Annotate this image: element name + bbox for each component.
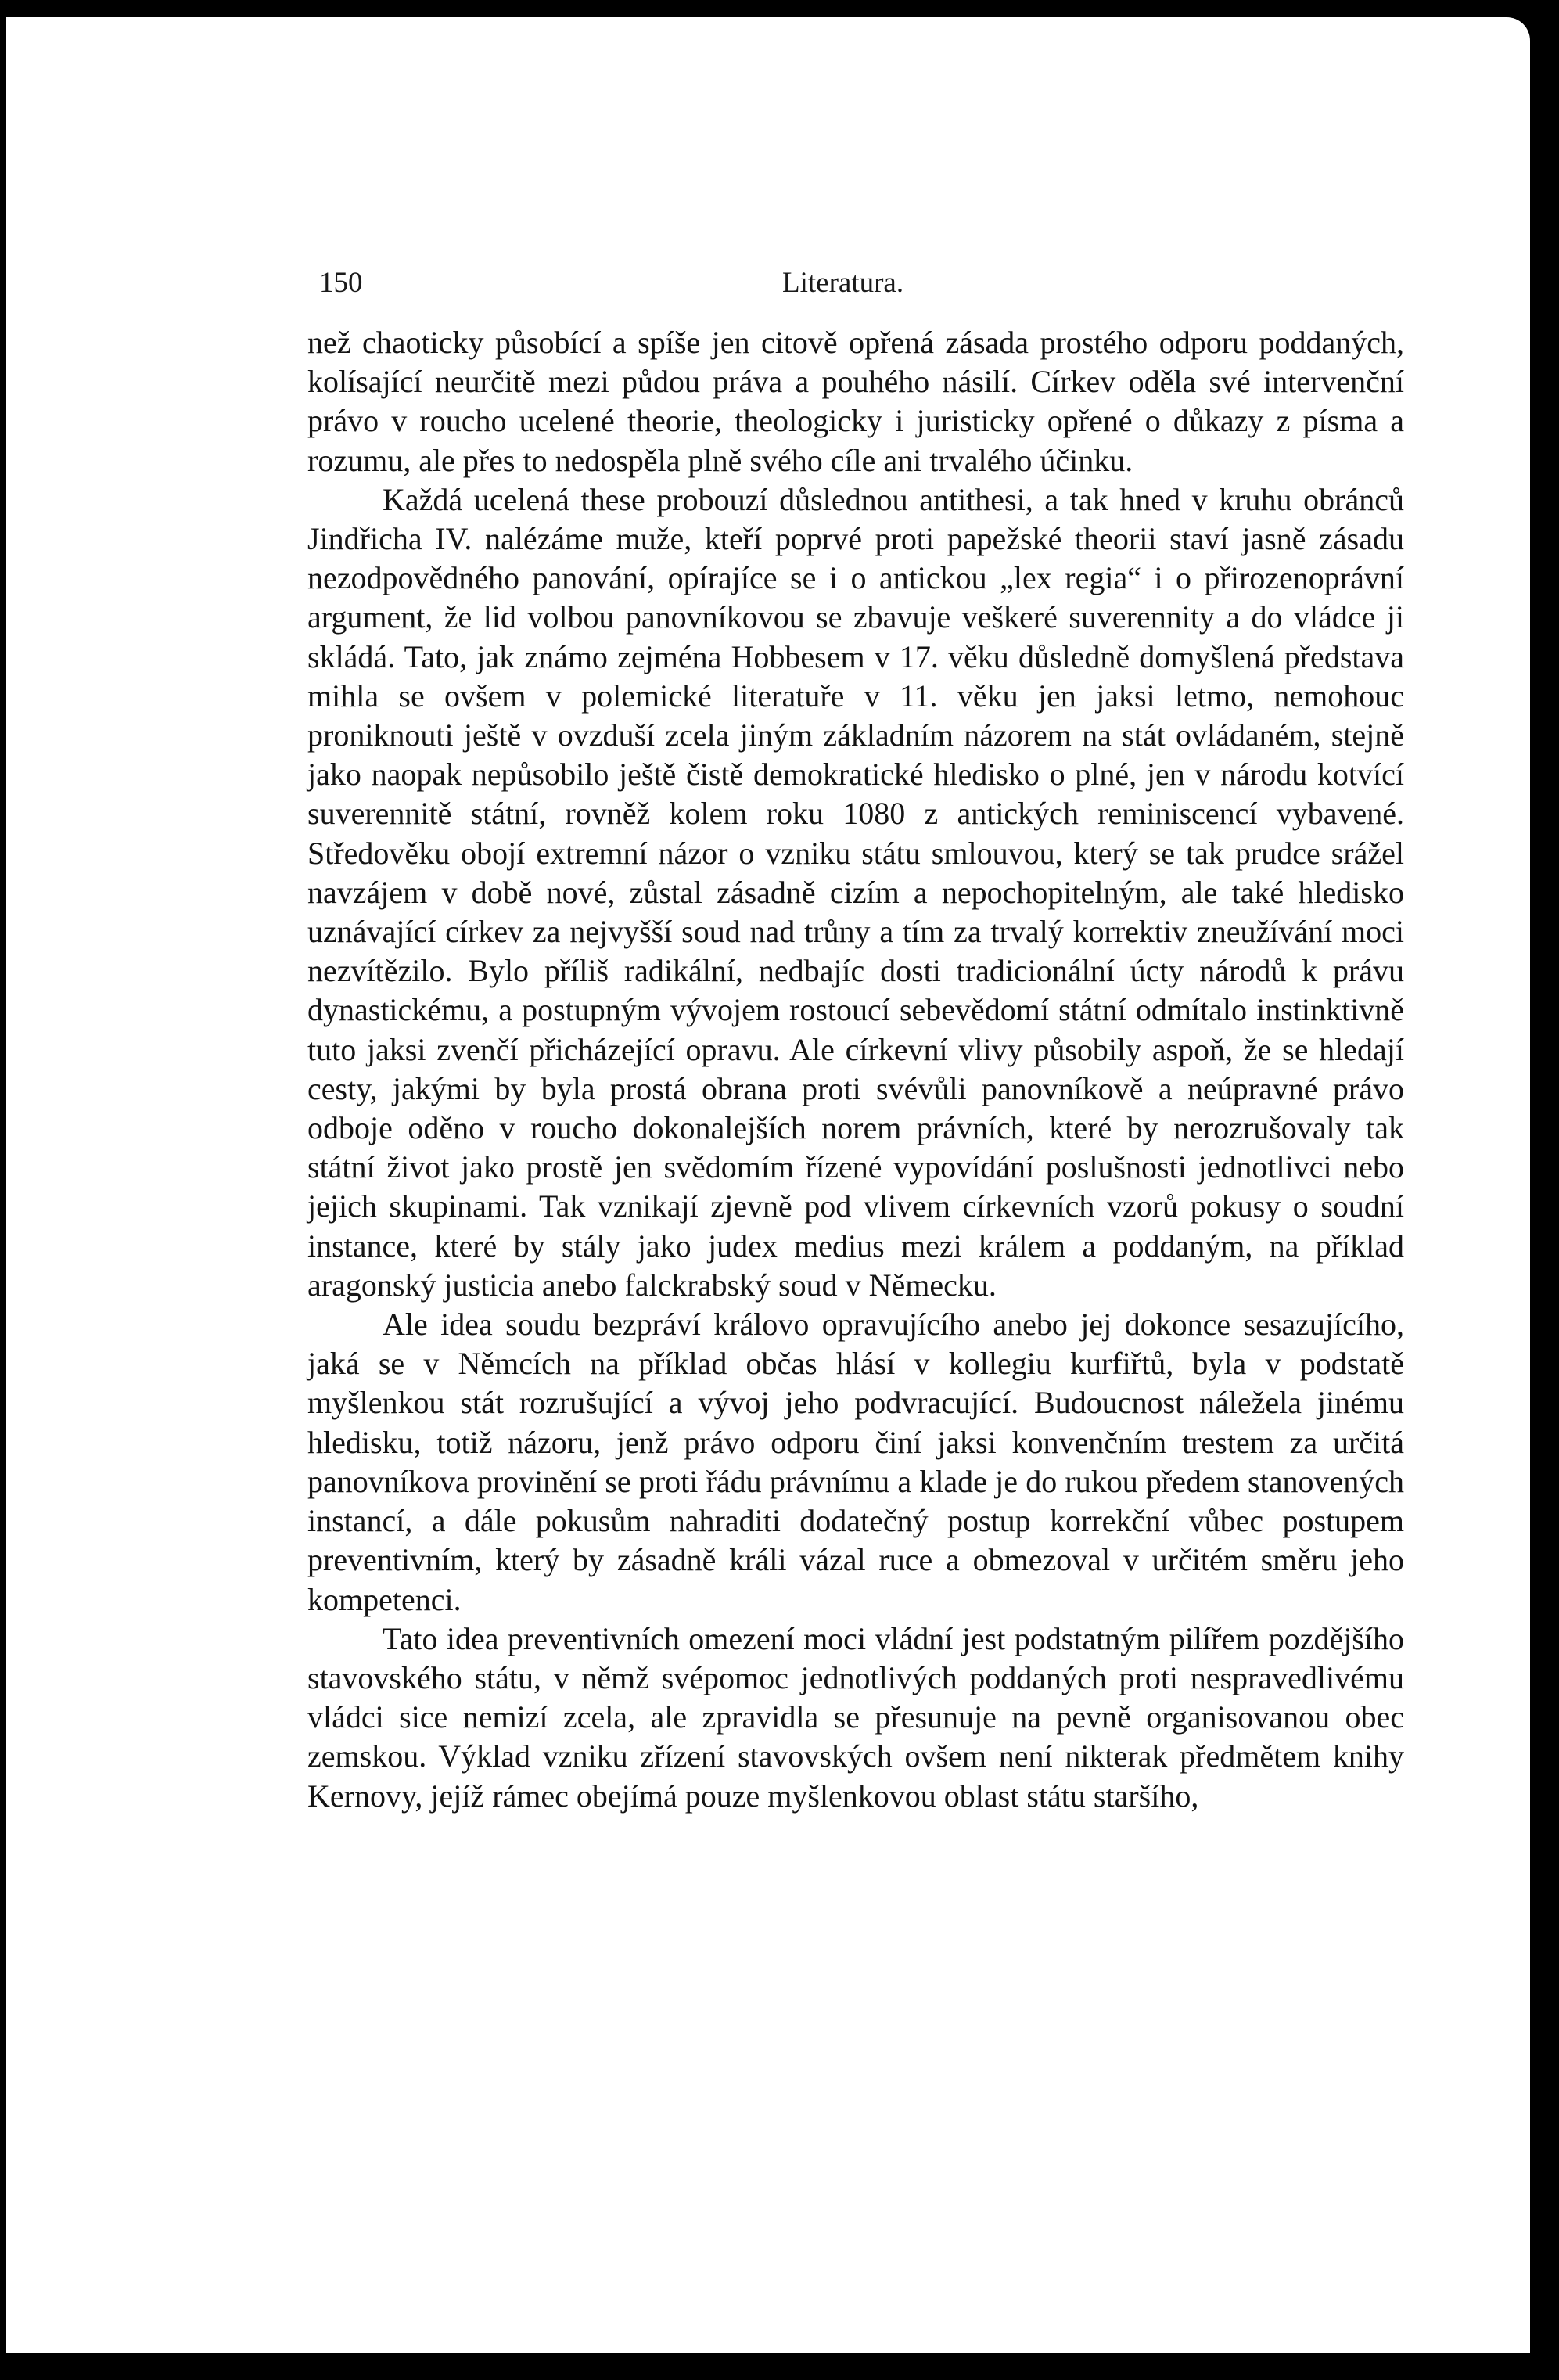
paragraph: Ale idea soudu bezpráví královo opravujícího anebo jej dokonce sesazujícího, jaká se v Němcích na příklad občas hlásí v kollegiu kurfiřtů, byla v podstatě myšlenkou stát rozrušující a vývoj jeho podvracující. Budoucnost náležela jinému hledisku, totiž názoru, jenž právo odporu činí jaksi konvenčním trestem za určitá panovníkova provinění se proti řádu právnímu a klade je do rukou předem stanovených instancí, a dále pokusům nahraditi dodatečný postup korrekční vůbec postupem preventivním, který by zásadně králi vázal ruce a obmezoval v určitém směru jeho kompetenci.	[307, 1307, 1404, 1617]
paragraph: Tato idea preventivních omezení moci vládní jest podstatným pilířem pozdějšího stavovského státu, v němž svépomoc jednotlivých poddaných proti nespravedlivému vládci sice nemizí zcela, ale zpravidla se přesunuje na pevně organisovanou obec zemskou. Výklad vzniku zřízení stavovských ovšem není nikterak předmětem knihy Kernovy, jejíž rámec obejímá pouze myšlenkovou oblast státu staršího,	[307, 1620, 1404, 1814]
page-number: 150	[319, 267, 363, 299]
running-title: Literatura.	[782, 267, 904, 299]
paragraph: Každá ucelená these probouzí důslednou antithesi, a tak hned v kruhu obránců Jindřicha IV. nalézáme muže, kteří poprvé proti papežské theorii staví jasně zásadu nezodpovědného panování, opírajíce se i o antickou „lex regia“ i o přirozenoprávní argument, že lid volbou panovníkovou se zbavuje veškeré suverennity a do vládce ji skládá. Tato, jak známo zejména Hobbesem v 17. věku důsledně domyšlená představa mihla se ovšem v polemické literatuře v 11. věku jen jaksi letmo, nemohouc proniknouti ještě v ovzduší zcela jiným základním názorem na stát ovládaném, stejně jako naopak nepůsobilo ještě čistě demokratické hledisko o plné, jen v národu kotvící suverennitě státní, rovněž kolem roku 1080 z antických reminiscencí vybavené. Středověku obojí extremní názor o vzniku státu smlouvou, který se tak prudce srážel navzájem v době nové, zůstal zásadně cizím a nepochopitelným, ale také hledisko uznávající církev za nejvyšší soud nad trůny a tím za trvalý korrektiv zneužívání moci nezvítězilo. Bylo příliš radikální, nedbajíc dosti tradicionální úcty národů k právu dynastickému, a postupným vývojem rostoucí sebevědomí státní odmítalo instinktivně tuto jaksi zvenčí přicházející opravu. Ale církevní vlivy působily aspoň, že se hledají cesty, jakými by byla prostá obrana proti svévůli panovníkově a neúpravné právo odboje oděno v roucho dokonalejších norem právních, které by nerozrušovaly tak státní život jako prostě jen svědomím řízené vypovídání poslušnosti jednotlivci nebo jejich skupinami. Tak vznikají zjevně pod vlivem církevních vzorů pokusy o soudní instance, které by stály jako judex medius mezi králem a poddaným, na příklad aragonský justicia anebo falckrabský soud v Německu.	[307, 481, 1404, 1303]
paragraph: než chaoticky působící a spíše jen citově opřená zásada prostého odporu poddaných, kolísající neurčitě mezi půdou práva a pouhého násilí. Církev oděla své intervenční právo v roucho ucelené theorie, theologicky i juristicky opřené o důkazy z písma a rozumu, ale přes to nedospěla plně svého cíle ani trvalého účinku.	[307, 325, 1404, 478]
body-text	[307, 323, 1404, 1816]
running-header	[319, 266, 1430, 313]
